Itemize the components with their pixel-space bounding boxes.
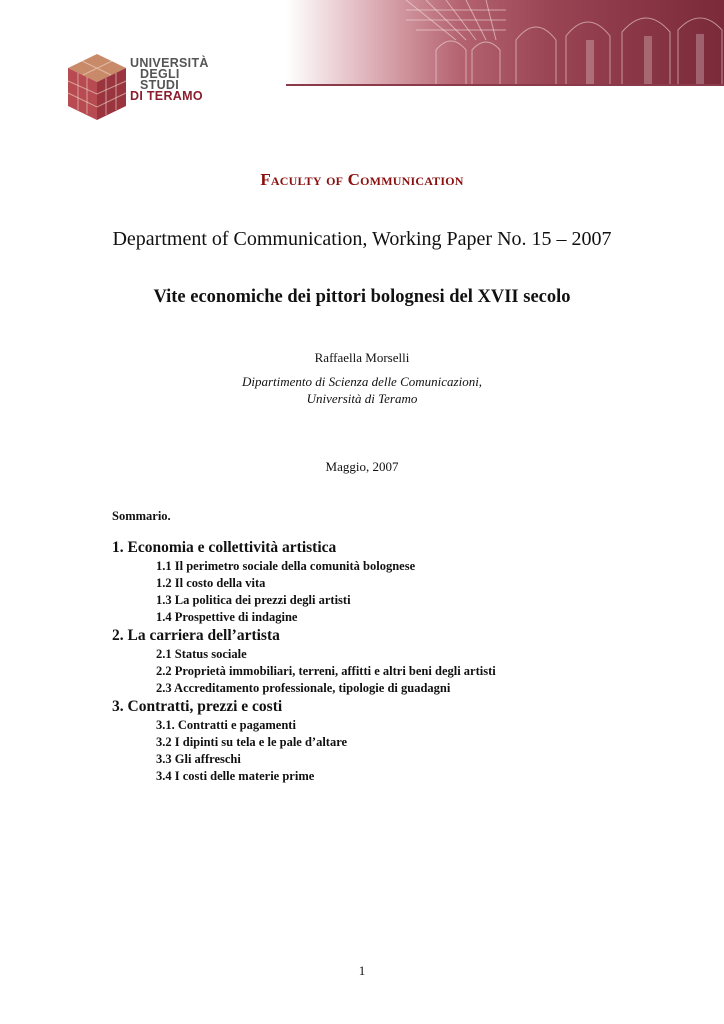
toc-section-title: 2. La carriera dell’artista — [112, 627, 280, 644]
page-number: 1 — [358, 963, 366, 978]
toc-item: 3.2 I dipinti su tela e le pale d’altare — [156, 735, 348, 749]
affiliation-line-1: Dipartimento di Scienza delle Comunicazioni, — [241, 374, 483, 389]
toc-section-3 — [112, 697, 672, 785]
paper-title: Vite economiche dei pittori bolognesi del XVII secolo — [153, 287, 571, 307]
table-of-contents — [112, 538, 672, 785]
cube-icon — [66, 52, 128, 122]
affiliation-line-2: Università di Teramo — [306, 391, 418, 406]
toc-item: 2.3 Accreditamento professionale, tipologie di guadagni — [156, 681, 451, 695]
toc-section-title: 3. Contratti, prezzi e costi — [112, 698, 283, 715]
toc-item: 2.1 Status sociale — [156, 647, 247, 661]
faculty-heading — [0, 170, 724, 190]
publication-date: Maggio, 2007 — [325, 459, 399, 474]
author-name: Raffaella Morselli — [314, 350, 410, 365]
toc-item: 3.1. Contratti e pagamenti — [156, 718, 296, 732]
header-rule — [286, 84, 724, 86]
toc-item: 1.3 La politica dei prezzi degli artisti — [156, 593, 351, 607]
header-banner-image — [286, 0, 724, 84]
summary-label: Sommario. — [112, 509, 171, 523]
faculty-text: Faculty of Communication — [260, 170, 464, 189]
logo-line-1: UNIVERSITÀ — [130, 56, 209, 70]
toc-item: 1.4 Prospettive di indagine — [156, 610, 298, 624]
toc-item: 1.1 Il perimetro sociale della comunità bolognese — [156, 559, 416, 573]
logo-wordmark — [130, 58, 216, 102]
logo-line-2: DEGLI STUDI — [140, 67, 180, 92]
toc-item: 1.2 Il costo della vita — [156, 576, 266, 590]
toc-item: 2.2 Proprietà immobiliari, terreni, affitti e altri beni degli artisti — [156, 664, 496, 678]
toc-section-1 — [112, 538, 672, 626]
toc-section-2 — [112, 626, 672, 697]
author-affiliation — [0, 373, 724, 407]
toc-item: 3.4 I costi delle materie prime — [156, 769, 315, 783]
toc-item: 3.3 Gli affreschi — [156, 752, 241, 766]
department-line: Department of Communication, Working Paper No. 15 – 2007 — [112, 228, 612, 250]
toc-section-title: 1. Economia e collettività artistica — [112, 539, 337, 556]
arcade-illustration — [286, 0, 724, 84]
university-logo — [66, 52, 216, 124]
logo-line-3: DI TERAMO — [130, 89, 203, 103]
